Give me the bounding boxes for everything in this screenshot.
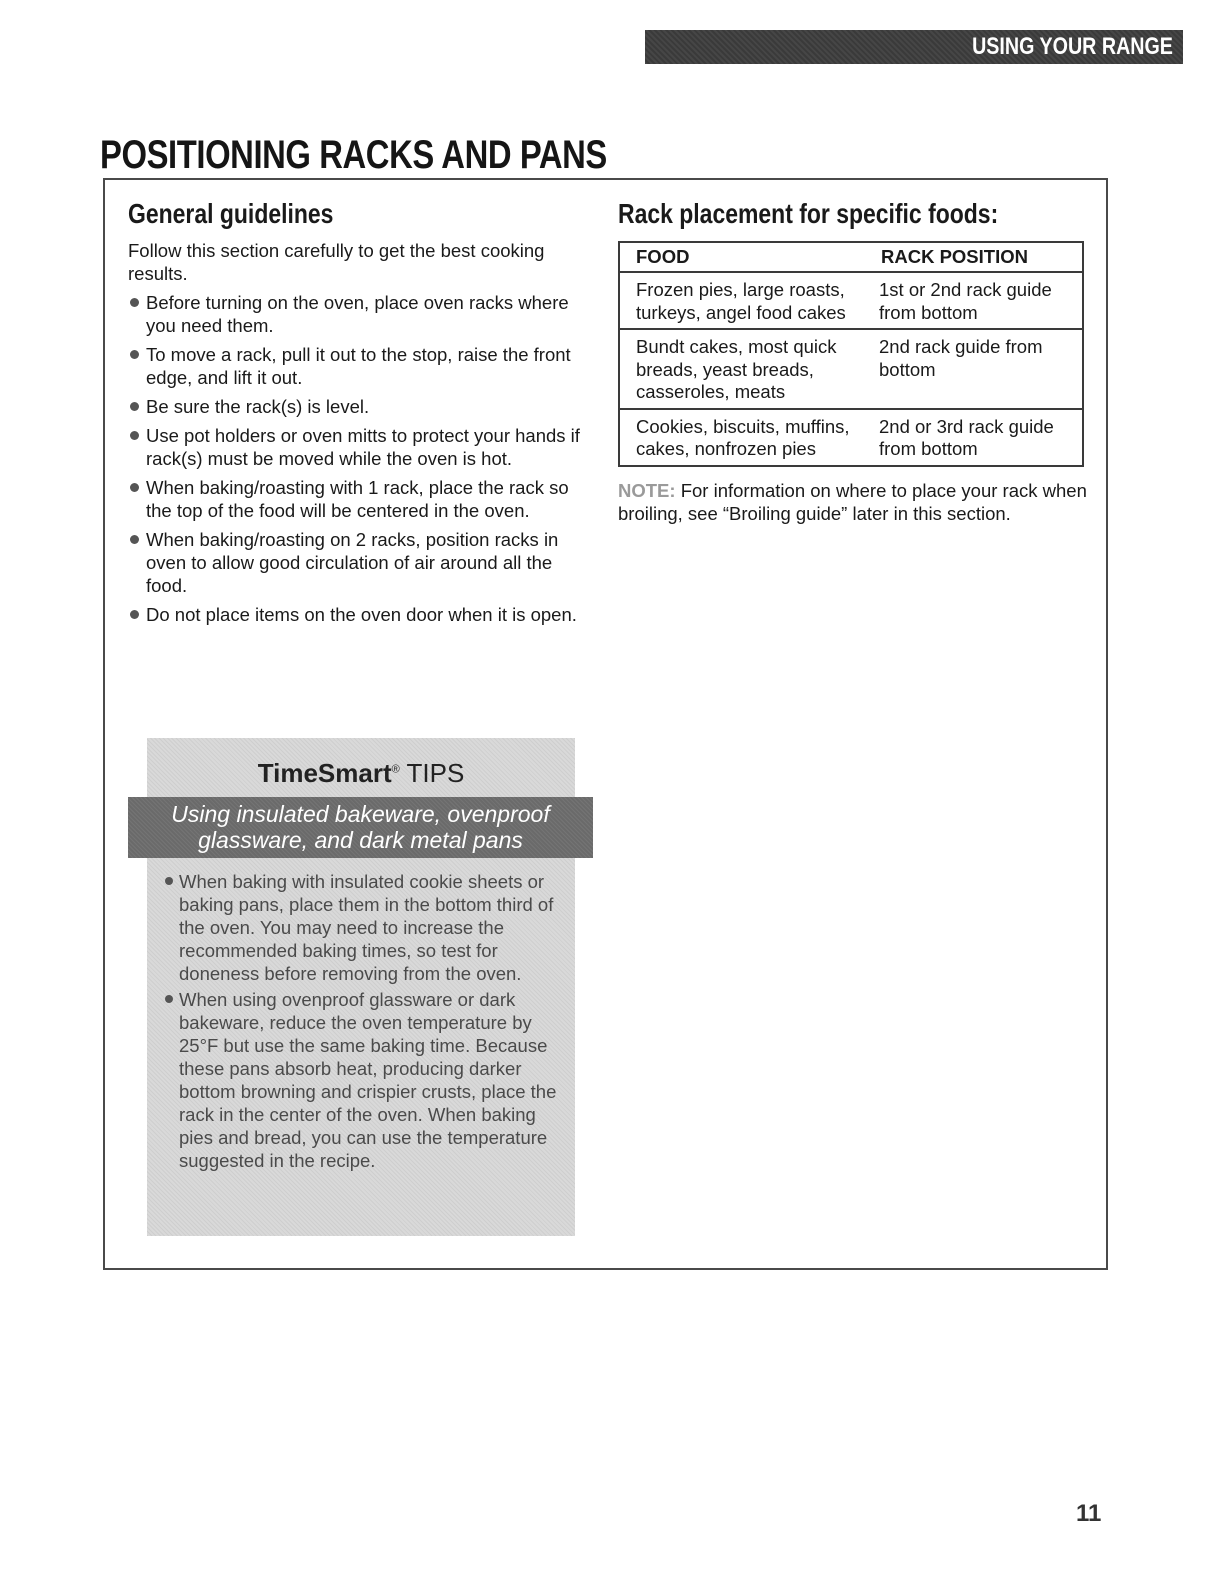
bullet-icon <box>130 298 139 307</box>
list-item: Before turning on the oven, place oven racks where you need them. <box>128 291 588 337</box>
page-title: POSITIONING RACKS AND PANS <box>100 133 607 177</box>
column-header-food: FOOD <box>619 242 865 272</box>
list-item: Do not place items on the oven door when it is open. <box>128 603 588 626</box>
bullet-icon <box>130 431 139 440</box>
list-item: When baking/roasting on 2 racks, position racks in oven to allow good circulation of air around all the food. <box>128 528 588 597</box>
page-number: 11 <box>1076 1500 1102 1527</box>
bullet-icon <box>130 610 139 619</box>
broiling-note <box>618 479 1088 525</box>
tips-suffix: TIPS <box>406 758 465 788</box>
section-header-band <box>645 30 1183 64</box>
general-guidelines-list <box>128 291 588 626</box>
table-header-row <box>619 242 1083 272</box>
registered-mark: ® <box>391 763 400 776</box>
bullet-icon <box>165 877 173 885</box>
food-cell: Frozen pies, large roasts, turkeys, angel food cakes <box>619 272 865 329</box>
rack-position-cell: 1st or 2nd rack guide from bottom <box>865 272 1083 329</box>
table-row <box>619 272 1083 329</box>
tips-title <box>147 758 575 789</box>
note-label: NOTE: <box>618 479 676 501</box>
section-header-label: USING YOUR RANGE <box>972 33 1173 60</box>
bullet-icon <box>130 350 139 359</box>
food-cell: Bundt cakes, most quick breads, yeast breads, casseroles, meats <box>619 329 865 409</box>
table-row <box>619 409 1083 466</box>
rack-placement-column <box>618 195 1088 543</box>
bullet-icon <box>130 535 139 544</box>
list-item: When using ovenproof glassware or dark bakeware, reduce the oven temperature by 25°F but use the same baking time. Because these pans absorb heat, producing darker bottom browning and crispier crusts, place the rack in the center of the oven. When baking pies and bread, you can use the temperature suggested in the recipe. <box>165 988 565 1172</box>
general-guidelines-heading: General guidelines <box>128 198 334 229</box>
bullet-icon <box>130 402 139 411</box>
list-item: To move a rack, pull it out to the stop, raise the front edge, and lift it out. <box>128 343 588 389</box>
tips-list <box>165 870 565 1175</box>
note-text: For information on where to place your rack when broiling, see “Broiling guide” later in this section. <box>618 479 1087 524</box>
rack-placement-table <box>618 241 1084 467</box>
general-guidelines-intro: Follow this section carefully to get the best cooking results. <box>128 240 545 284</box>
rack-position-cell: 2nd rack guide from bottom <box>865 329 1083 409</box>
rack-position-cell: 2nd or 3rd rack guide from bottom <box>865 409 1083 466</box>
list-item: Be sure the rack(s) is level. <box>128 395 588 418</box>
general-guidelines-column <box>128 195 588 632</box>
bullet-icon <box>130 483 139 492</box>
list-item: Use pot holders or oven mitts to protect your hands if rack(s) must be moved while the oven is hot. <box>128 424 588 470</box>
rack-placement-heading: Rack placement for specific foods: <box>618 198 999 229</box>
food-cell: Cookies, biscuits, muffins, cakes, nonfrozen pies <box>619 409 865 466</box>
list-item: When baking/roasting with 1 rack, place the rack so the top of the food will be centered in the oven. <box>128 476 588 522</box>
tips-banner: Using insulated bakeware, ovenproof glassware, and dark metal pans <box>128 797 593 858</box>
list-item: When baking with insulated cookie sheets or baking pans, place them in the bottom third of the oven. You may need to increase the recommended baking times, so test for doneness before removing from the oven. <box>165 870 565 985</box>
tips-brand: TimeSmart <box>257 758 392 788</box>
bullet-icon <box>165 995 173 1003</box>
table-row <box>619 329 1083 409</box>
column-header-rack-position: RACK POSITION <box>865 242 1083 272</box>
